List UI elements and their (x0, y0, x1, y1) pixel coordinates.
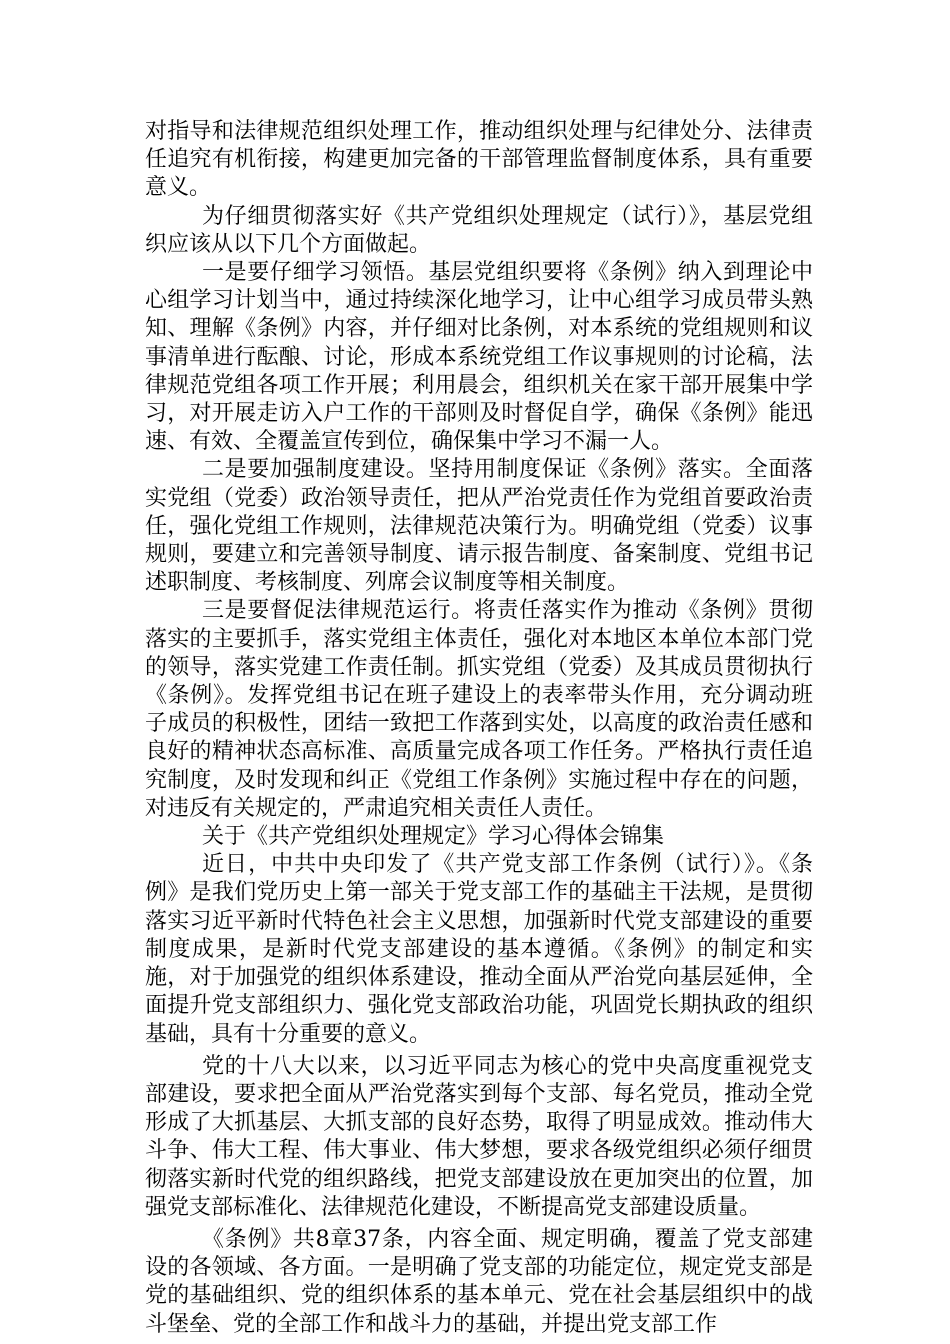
paragraph-9: 《条例》共8章37条，内容全面、规定明确，覆盖了党支部建设的各领域、各方面。一是明确了党支部的功能定位，规定党支部是党的基础组织、党的组织体系的基本单元、党在社会基层组织中的战斗堡垒、党的全部工作和战斗力的基础，并提出党支部工作 (145, 1226, 813, 1337)
document-page (145, 118, 813, 1339)
section-heading: 关于《共产党组织处理规定》学习心得体会锦集 (202, 824, 665, 850)
paragraph-4: 二是要加强制度建设。坚持用制度保证《条例》落实。全面落实党组（党委）政治领导责任，把从严治党责任作为党组首要政治责任，强化党组工作规则，法律规范决策行为。明确党组（党委）议事规则，要建立和完善领导制度、请示报告制度、备案制度、党组书记述职制度、考核制度、列席会议制度等相关制度。 (145, 457, 813, 596)
paragraph-8: 党的十八大以来，以习近平同志为核心的党中央高度重视党支部建设，要求把全面从严治党落实到每个支部、每名党员，推动全党形成了大抓基层、大抓支部的良好态势，取得了明显成效。推动伟大斗争、伟大工程、伟大事业、伟大梦想，要求各级党组织必须仔细贯彻落实新时代党的组织路线，把党支部建设放在更加突出的位置，加强党支部标准化、法律规范化建设，不断提高党支部建设质量。 (145, 1053, 813, 1220)
paragraph-5: 三是要督促法律规范运行。将责任落实作为推动《条例》贯彻落实的主要抓手，落实党组主体责任，强化对本地区本单位本部门党的领导，落实党建工作责任制。抓实党组（党委）及其成员贯彻执行《条例》。发挥党组书记在班子建设上的表率带头作用，充分调动班子成员的积极性，团结一致把工作落到实处，以高度的政治责任感和良好的精神状态高标准、高质量完成各项工作任务。严格执行责任追究制度，及时发现和纠正《党组工作条例》实施过程中存在的问题，对违反有关规定的，严肃追究相关责任人责任。 (145, 598, 813, 821)
paragraph-3: 一是要仔细学习领悟。基层党组织要将《条例》纳入到理论中心组学习计划当中，通过持续深化地学习，让中心组学习成员带头熟知、理解《条例》内容，并仔细对比条例，对本系统的党组规则和议事清单进行酝酿、讨论，形成本系统党组工作议事规则的讨论稿，法律规范党组各项工作开展；利用晨会，组织机关在家干部开展集中学习，对开展走访入户工作的干部则及时督促自学，确保《条例》能迅速、有效、全覆盖宣传到位，确保集中学习不漏一人。 (145, 260, 813, 455)
paragraph-7: 近日，中共中央印发了《共产党支部工作条例（试行）》。《条例》是我们党历史上第一部关于党支部工作的基础主干法规，是贯彻落实习近平新时代特色社会主义思想，加强新时代党支部建设的重要制度成果，是新时代党支部建设的基本遵循。《条例》的制定和实施，对于加强党的组织体系建设，推动全面从严治党向基层延伸，全面提升党支部组织力、强化党支部政治功能，巩固党长期执政的组织基础，具有十分重要的意义。 (145, 852, 813, 1047)
paragraph-2: 为仔细贯彻落实好《共产党组织处理规定（试行）》，基层党组织应该从以下几个方面做起。 (145, 203, 813, 257)
paragraph-1: 对指导和法律规范组织处理工作，推动组织处理与纪律处分、法律责任追究有机衔接，构建更加完备的干部管理监督制度体系，具有重要意义。 (145, 119, 813, 201)
